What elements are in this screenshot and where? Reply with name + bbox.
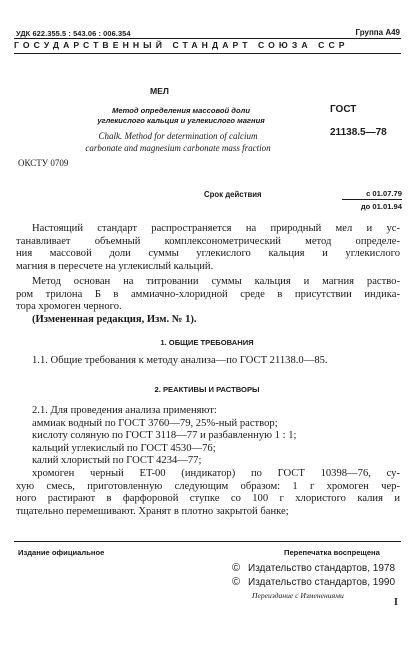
- text-line: тщательно перемешивают. Хранят в плотно закрытой банке;: [16, 505, 289, 517]
- title-russian: [76, 106, 286, 126]
- text-line: Метод основан на титровании суммы кальция и магния раство-: [32, 276, 400, 287]
- title-ru-line2: углекислого кальция и углекислого магния: [97, 116, 265, 125]
- text-line: кислоту соляную по ГОСТ 3118—77 и разбавленную 1 : 1;: [32, 430, 297, 442]
- section-2-title: 2. РЕАКТИВЫ И РАСТВОРЫ: [154, 385, 260, 394]
- udk-code: УДК 622.355.5 : 543.06 : 006.354: [16, 29, 131, 38]
- text-line: 1.1. Общие требования к методу анализа—по ГОСТ 21138.0—85.: [32, 355, 328, 366]
- group-code: Группа А49: [355, 28, 400, 37]
- text-line: хую смесь, приготовленную следующим образом: 1 г хромоген чер-: [16, 480, 400, 492]
- page-number: I: [394, 597, 398, 608]
- validity-label: Срок действия: [204, 190, 262, 199]
- text-line: танавливает объемный комплексонометрический метод определе-: [16, 235, 400, 247]
- publisher-1978: [232, 562, 395, 574]
- copyright-symbol: ©: [232, 576, 241, 588]
- text-line: хромоген черный ET-00 (индикатор) по ГОСТ 10398—76, су-: [32, 467, 400, 479]
- text-line: ния массовой доли суммы углекислого кальция и углекислого: [16, 248, 400, 260]
- text-line: Настоящий стандарт распространяется на природный мел и ус-: [32, 223, 400, 234]
- text-line: аммиак водный по ГОСТ 3760—79, 25%-ный раствор;: [32, 417, 278, 429]
- gost-number: 21138.5—78: [330, 127, 387, 138]
- validity-from: с 01.07.79: [342, 189, 402, 200]
- reprint-prohibited: Перепечатка воспрещена: [284, 548, 380, 557]
- okstu-code: ОКСТУ 0709: [18, 158, 69, 168]
- footer-rule: [14, 541, 401, 542]
- official-edition: Издание официальное: [18, 548, 105, 557]
- text-line: магния в пересчете на углекислый кальций.: [16, 260, 214, 272]
- text-line: ного растирают в фарфоровой ступке со 100 г хлористого калия и: [16, 493, 400, 505]
- header-rule-bottom: [14, 53, 401, 54]
- intro-paragraph-2: [16, 276, 400, 326]
- title-en-line2: carbonate and magnesium carbonate mass fraction: [85, 142, 271, 153]
- intro-paragraph-1: [16, 223, 400, 273]
- copyright-symbol: ©: [232, 562, 241, 574]
- title-en-line1: Chalk. Method for determination of calcium: [98, 131, 258, 141]
- state-standard-banner: ГОСУДАРСТВЕННЫЙ СТАНДАРТ СОЮЗА ССР: [14, 40, 349, 50]
- reprint-note: Переиздание с Изменениями: [252, 591, 344, 600]
- text-line: тора хромоген черного.: [16, 301, 122, 313]
- publisher-line: Издательство стандартов, 1990: [248, 577, 396, 588]
- section-1-title: 1. ОБЩИЕ ТРЕБОВАНИЯ: [160, 338, 254, 347]
- section-2-text: [16, 405, 400, 518]
- gost-label: ГОСТ: [330, 104, 357, 115]
- title-ru-line1: Метод определения массовой доли: [112, 106, 250, 115]
- section-1-text: [16, 355, 400, 368]
- text-line: калий хлористый по ГОСТ 4234—77;: [32, 455, 202, 467]
- title-english: [58, 131, 298, 154]
- revision-note: (Измененная редакция, Изм. № 1).: [32, 313, 197, 325]
- publisher-1990: [232, 576, 395, 588]
- header-rule-top: [14, 38, 401, 39]
- document-subject: МЕЛ: [150, 86, 169, 96]
- text-line: 2.1. Для проведения анализа применяют:: [32, 405, 217, 416]
- text-line: ром трилона Б в аммиачно-хлоридной среде в присутствии индика-: [16, 288, 400, 300]
- validity-to: до 01.01.94: [360, 202, 402, 211]
- text-line: кальций углекислый по ГОСТ 4530—76;: [32, 442, 216, 454]
- publisher-line: Издательство стандартов, 1978: [248, 563, 396, 574]
